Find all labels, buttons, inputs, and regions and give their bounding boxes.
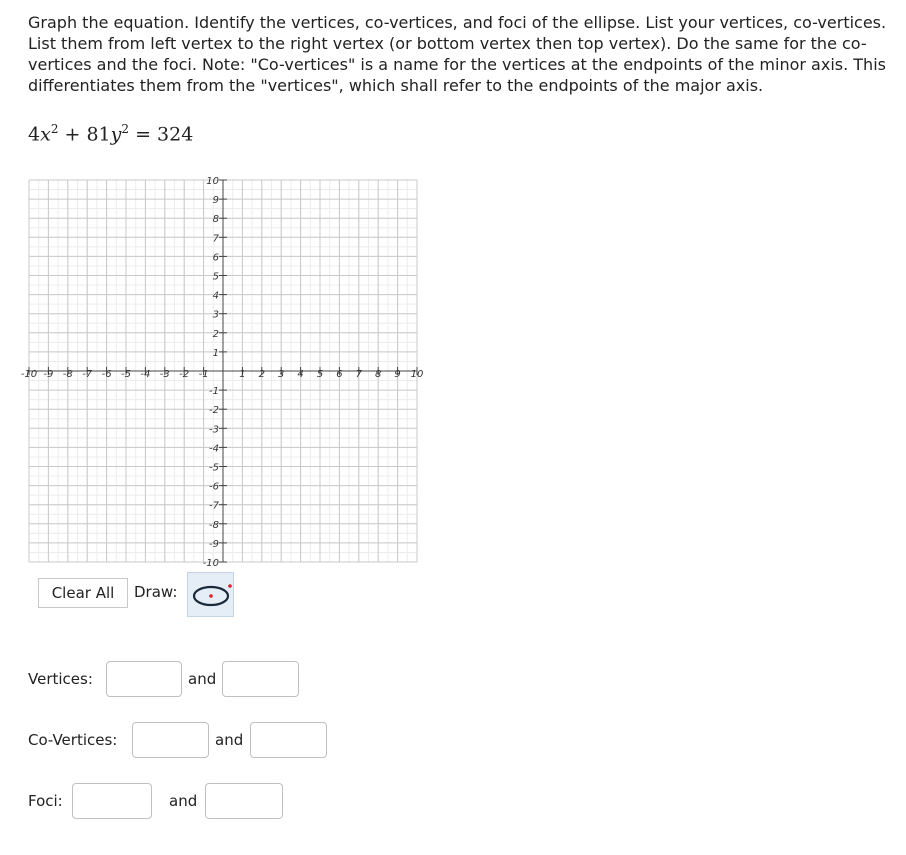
focus-2-input[interactable] xyxy=(205,783,283,819)
eq-coef-x: 4 xyxy=(28,123,41,146)
eq-rhs: 324 xyxy=(157,123,194,146)
y-tick-label: -1 xyxy=(209,386,219,398)
y-tick-label: -5 xyxy=(209,462,219,474)
y-tick-label: -10 xyxy=(202,558,219,569)
x-tick-label: -8 xyxy=(62,369,73,380)
ellipse-center-dot xyxy=(209,594,213,598)
eq-exp-y: 2 xyxy=(121,122,130,136)
covertex-2-input[interactable] xyxy=(250,722,327,758)
y-tick-label: -8 xyxy=(209,519,219,531)
y-tick-label: -6 xyxy=(209,481,219,493)
vertex-2-input[interactable] xyxy=(222,661,299,697)
y-tick-label: 4 xyxy=(212,290,219,302)
ellipse-tool-icon xyxy=(188,573,233,616)
x-tick-label: 7 xyxy=(355,369,362,380)
y-tick-label: -9 xyxy=(209,538,219,550)
y-tick-label: -7 xyxy=(209,500,219,512)
covertices-label: Co-Vertices: xyxy=(28,731,118,749)
foci-and-label: and xyxy=(169,792,198,810)
eq-coef-y: 81 xyxy=(86,123,111,146)
y-tick-label: 6 xyxy=(212,252,219,264)
eq-equals: = xyxy=(135,123,151,146)
covertex-1-input[interactable] xyxy=(132,722,209,758)
ellipse-tool-button[interactable] xyxy=(187,572,234,617)
x-tick-label: -3 xyxy=(159,369,170,380)
x-tick-label: 4 xyxy=(297,369,304,380)
y-tick-label: 2 xyxy=(212,328,219,340)
eq-var-x: x xyxy=(40,123,51,146)
eq-plus: + xyxy=(64,123,81,146)
vertices-label: Vertices: xyxy=(28,670,93,688)
y-tick-label: 8 xyxy=(212,214,219,226)
y-tick-label: 7 xyxy=(212,233,219,245)
x-tick-label: 5 xyxy=(316,369,324,380)
eq-var-y: y xyxy=(110,123,122,146)
x-tick-label: -6 xyxy=(101,369,112,380)
x-tick-label: -4 xyxy=(140,369,151,380)
focus-1-input[interactable] xyxy=(72,783,152,819)
y-tick-label: 10 xyxy=(206,176,219,187)
question-prompt: Graph the equation. Identify the vertices, co-vertices, and foci of the ellipse. List your vertices, co-vertices. List them from left vertex to the right vertex (or bottom vertex then top vertex). Do the same for the co-vertices and the foci. Note: "Co-vertices" is a name for the vertices at the endpoints of the minor axis. This differentiates them from the "vertices", which shall refer to the endpoints of the major axis. xyxy=(28,13,887,95)
x-tick-label: 8 xyxy=(375,369,382,380)
y-tick-label: 3 xyxy=(212,309,219,321)
y-tick-label: 1 xyxy=(212,347,219,359)
x-tick-label: -5 xyxy=(121,369,131,380)
vertices-and-label: and xyxy=(188,670,217,688)
x-tick-label: 1 xyxy=(239,369,246,380)
x-tick-label: -1 xyxy=(198,369,209,380)
x-tick-label: 9 xyxy=(394,369,401,380)
draw-label: Draw: xyxy=(134,583,178,601)
x-tick-label: 6 xyxy=(336,369,343,380)
x-tick-label: -9 xyxy=(43,369,54,380)
eq-exp-x: 2 xyxy=(50,122,59,136)
x-tick-label: -10 xyxy=(20,369,38,380)
clear-all-button[interactable]: Clear All xyxy=(38,578,128,608)
vertex-1-input[interactable] xyxy=(106,661,182,697)
ellipse-handle-dot xyxy=(228,584,232,588)
x-tick-label: -2 xyxy=(179,369,190,380)
y-tick-label: 9 xyxy=(212,195,219,207)
foci-label: Foci: xyxy=(28,792,63,810)
covertices-and-label: and xyxy=(215,731,244,749)
y-tick-label: -3 xyxy=(209,424,219,436)
graph-area[interactable] xyxy=(20,176,424,569)
x-tick-label: 3 xyxy=(278,369,285,380)
x-tick-label: 2 xyxy=(258,369,265,380)
y-tick-label: -4 xyxy=(209,443,219,455)
coordinate-grid[interactable] xyxy=(20,176,424,569)
equation xyxy=(28,122,193,145)
y-tick-label: 5 xyxy=(212,271,219,283)
x-tick-label: -7 xyxy=(82,369,93,380)
y-tick-label: -2 xyxy=(209,405,219,417)
x-tick-label: 10 xyxy=(410,369,424,380)
